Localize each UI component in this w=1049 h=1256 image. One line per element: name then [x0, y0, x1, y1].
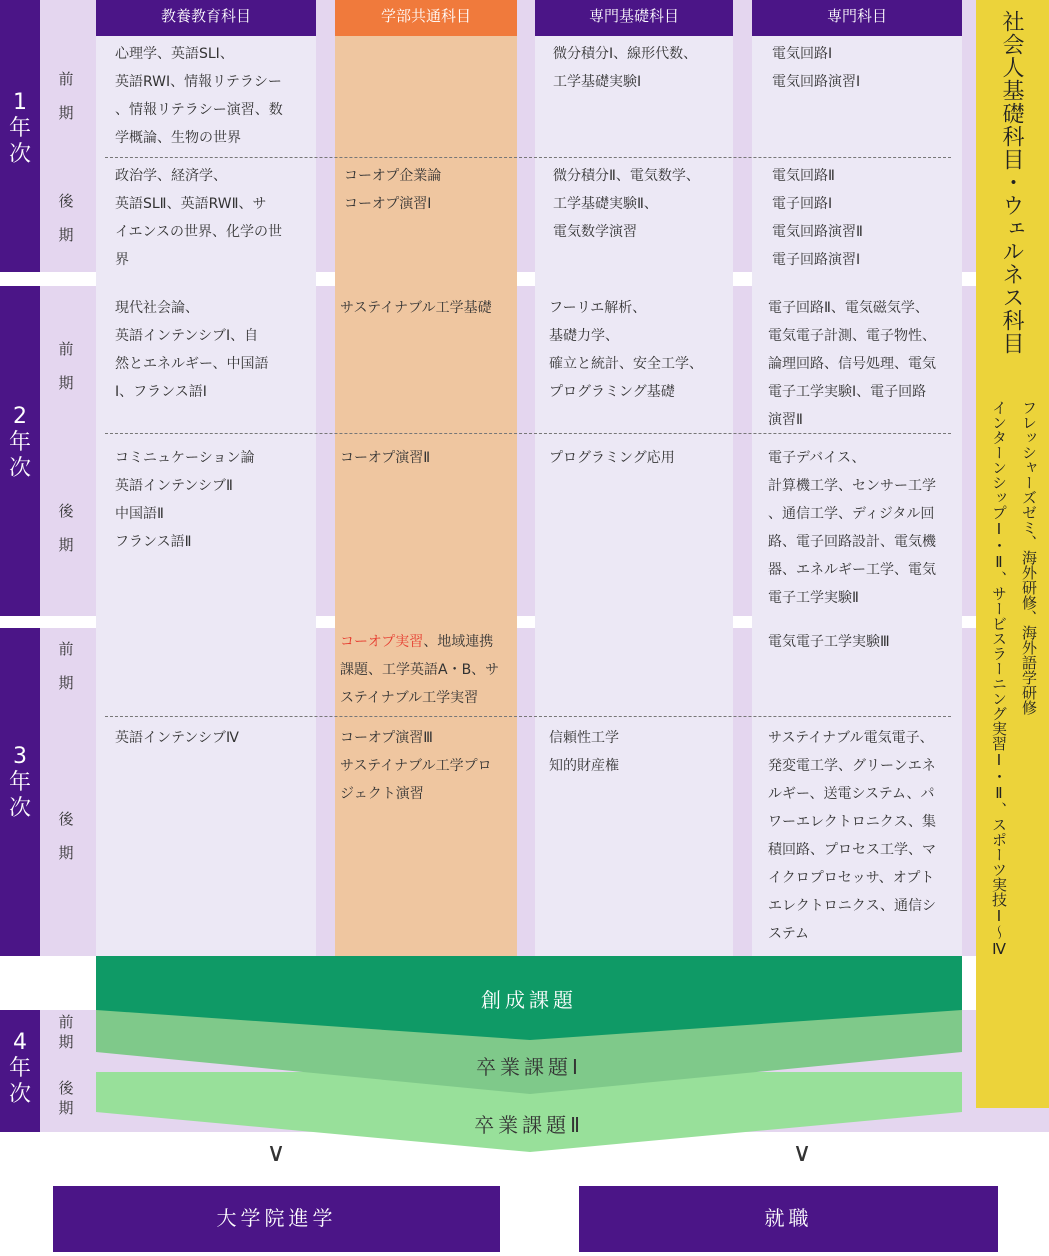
side-panel-line1: フレッシャーズゼミ、海外研修、海外語学研修 [1020, 400, 1038, 715]
cell-y2-second-senmon: 電子デバイス、 計算機工学、センサー工学 、通信工学、ディジタル回 路、電子回路設計、電気機 器、エネルギー工学、電気 電子工学実験Ⅱ [768, 450, 936, 606]
cell-y3-second-senmon: サステイナブル電気電子、 発変電工学、グリーンエネ ルギー、送電システム、パ ワーエレクトロニクス、集 積回路、プロセス工学、マ イクロプロセッサ、オプト エレクトロニクス、通信シ ステム [768, 730, 936, 942]
semester-label-y3-second: 後 期 [58, 810, 74, 862]
cell-y3-first-gakubu: コーオプ実習、地域連携 課題、工学英語A・B、サ ステイナブル工学実習 [340, 634, 500, 706]
semester-label-y2-first: 前 期 [58, 340, 74, 392]
cell-y2-second-senmonkiso: プログラミング応用 [549, 450, 675, 466]
destination-employment: 就職 [579, 1186, 998, 1252]
cell-y1-second-gakubu: コーオプ企業論 コーオプ演習Ⅰ [344, 168, 442, 212]
year-label-4: 4 年 次 [0, 1010, 40, 1132]
flow-label-sotsugyou1: 卒業課題Ⅰ [476, 1055, 582, 1079]
semester-label-y1-first: 前 期 [58, 70, 74, 122]
cell-y2-first-senmonkiso: フーリエ解析、 基礎力学、 確立と統計、安全工学、 プログラミング基礎 [549, 300, 703, 400]
year-label-2: 2 年 次 [0, 286, 40, 616]
cell-y1-first-kyouyou: 心理学、英語SLⅠ、 英語RWⅠ、情報リテラシー 、情報リテラシー演習、数 学概論、生物の世界 [115, 46, 283, 146]
highlight-cooperative-training: コーオプ実習 [340, 634, 424, 650]
column-header-kyouyou: 教養教育科目 [96, 0, 316, 36]
year-label-3: 3 年 次 [0, 628, 40, 956]
cell-y1-second-senmonkiso: 微分積分Ⅱ、電気数学、 工学基礎実験Ⅱ、 電気数学演習 [553, 168, 700, 240]
cell-y1-second-senmon: 電気回路Ⅱ 電子回路Ⅰ 電気回路演習Ⅱ 電子回路演習Ⅰ [772, 168, 863, 268]
chevron-down-icon: ∨ [792, 1138, 812, 1168]
cell-y1-first-senmon: 電気回路Ⅰ 電気回路演習Ⅰ [772, 46, 861, 90]
chevron-down-icon: ∨ [266, 1138, 286, 1168]
year-label-1: 1 年 次 [0, 0, 40, 272]
side-panel-line2: インターンシップⅠ・Ⅱ、サービスラーニング実習Ⅰ・Ⅱ、スポーツ実技Ⅰ～Ⅳ [990, 400, 1008, 958]
cell-y2-second-gakubu: コーオプ演習Ⅱ [340, 450, 431, 466]
column-header-gakubu: 学部共通科目 [335, 0, 517, 36]
side-panel-title: 社会人基礎科目・ウェルネス科目 [999, 10, 1024, 355]
semester-label-y4-second: 後 期 [58, 1079, 74, 1117]
semester-label-y1-second: 後 期 [58, 192, 74, 244]
cell-y2-first-gakubu: サステイナブル工学基礎 [340, 300, 492, 316]
semester-label-y3-first: 前 期 [58, 640, 74, 692]
flow-label-sotsugyou2: 卒業課題Ⅱ [474, 1113, 584, 1137]
column-header-senmon: 専門科目 [752, 0, 962, 36]
cell-y3-second-gakubu: コーオプ演習Ⅲ サステイナブル工学プロ ジェクト演習 [340, 730, 492, 802]
cell-y2-first-kyouyou: 現代社会論、 英語インテンシブⅠ、自 然とエネルギー、中国語 Ⅰ、フランス語Ⅰ [115, 300, 269, 400]
cell-y1-first-senmonkiso: 微分積分Ⅰ、線形代数、 工学基礎実験Ⅰ [553, 46, 698, 90]
cell-y3-first-senmon: 電気電子工学実験Ⅲ [768, 634, 890, 650]
semester-label-y2-second: 後 期 [58, 502, 74, 554]
column-header-senmonkiso: 専門基礎科目 [535, 0, 733, 36]
cell-y2-second-kyouyou: コミニュケーション論 英語インテンシブⅡ 中国語Ⅱ フランス語Ⅱ [115, 450, 255, 550]
destination-graduate-school: 大学院進学 [53, 1186, 500, 1252]
flow-label-sousei: 創成課題 [481, 988, 577, 1012]
cell-y1-second-kyouyou: 政治学、経済学、 英語SLⅡ、英語RWⅡ、サ イエンスの世界、化学の世 界 [115, 168, 283, 268]
cell-y3-second-kyouyou: 英語インテンシブⅣ [115, 730, 239, 746]
cell-y3-second-senmonkiso: 信頼性工学 知的財産権 [549, 730, 619, 774]
cell-y2-first-senmon: 電子回路Ⅱ、電気磁気学、 電気電子計測、電子物性、 論理回路、信号処理、電気 電子工学実験Ⅰ、電子回路 演習Ⅱ [768, 300, 936, 428]
semester-label-y4-first: 前 期 [58, 1013, 74, 1051]
